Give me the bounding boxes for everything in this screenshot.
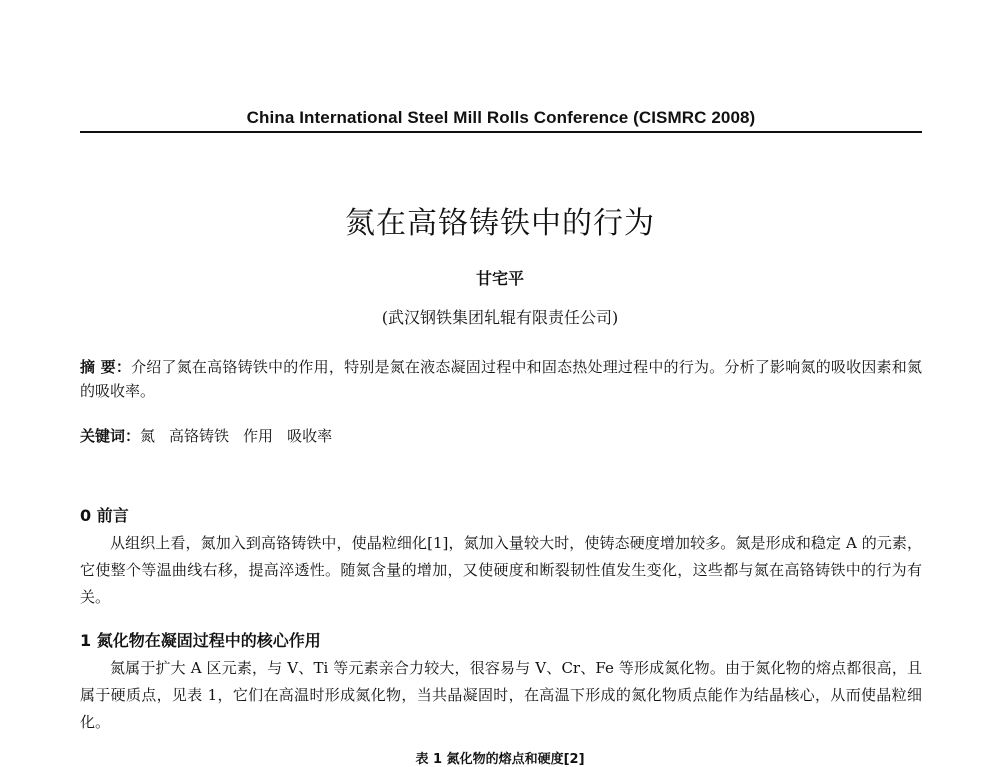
abstract-label: 摘 要： [80,358,132,376]
keyword-item: 作用 [243,427,274,445]
paper-title: 氮在高铬铸铁中的行为 [345,206,655,241]
conference-header: China International Steel Mill Rolls Conference (CISMRC 2008) [246,108,756,127]
keyword-item: 高铬铸铁 [169,427,230,445]
section-heading-nitride-nucleation: 1 氮化物在凝固过程中的核心作用 [80,631,321,650]
author-name: 甘宅平 [475,269,524,288]
table-caption: 表 1 氮化物的熔点和硬度[2] [415,752,585,767]
section-heading-introduction: 0 前言 [80,506,129,525]
keyword-item: 氮 [140,427,156,445]
keyword-item: 吸收率 [287,427,333,445]
header-rule [80,131,922,133]
abstract-text: 介绍了氮在高铬铸铁中的作用，特别是氮在液态凝固过程中和固态热处理过程中的行为。分析了影响氮的吸收因素和氮的吸收率。 [80,358,922,400]
abstract [80,355,922,403]
section-paragraph-introduction: 从组织上看，氮加入到高铬铸铁中，使晶粒细化[1]，氮加入量较大时，使铸态硬度增加较多。氮是形成和稳定 A 的元素，它使整个等温曲线右移，提高淬透性。随氮含量的增加，又使硬度和断裂韧性值发生变化，这些都与氮在高铬铸铁中的行为有关。 [80,534,922,606]
keywords [80,424,922,448]
section-paragraph-nitride-nucleation: 氮属于扩大 A 区元素，与 V、Ti 等元素亲合力较大，很容易与 V、Cr、Fe 等形成氮化物。由于氮化物的熔点都很高，且属于硬质点，见表 1，它们在高温时形成氮化物，当共晶凝固时，在高温下形成的氮化物质点能作为结晶核心，从而使晶粒细化。 [80,659,922,731]
author-affiliation: (武汉钢铁集团轧辊有限责任公司) [381,308,619,327]
keywords-label: 关键词： [80,427,141,445]
